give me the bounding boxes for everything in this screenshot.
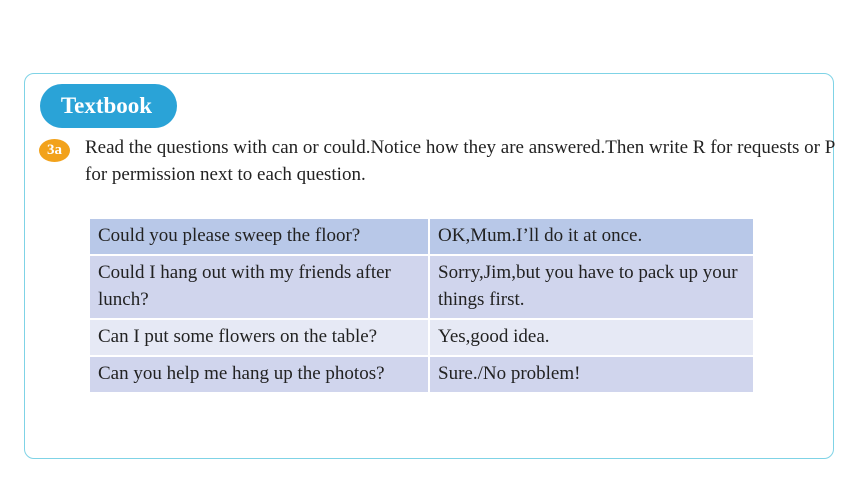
- table-row: [89, 255, 754, 319]
- exercise-badge: 3a: [39, 139, 70, 162]
- answer-cell: Sorry,Jim,but you have to pack up your things first.: [429, 255, 754, 319]
- section-tab[interactable]: Textbook: [40, 84, 177, 128]
- table-row: [89, 356, 754, 393]
- answer-cell: Sure./No problem!: [429, 356, 754, 393]
- answer-cell: OK,Mum.I’ll do it at once.: [429, 218, 754, 255]
- question-cell: Could you please sweep the floor?: [89, 218, 429, 255]
- table-row: [89, 319, 754, 356]
- question-cell: Can you help me hang up the photos?: [89, 356, 429, 393]
- question-cell: Could I hang out with my friends after lunch?: [89, 255, 429, 319]
- question-answer-table: [88, 217, 755, 394]
- instruction-text: Read the questions with can or could.Notice how they are answered.Then write R for requests or P for permission next to each question.: [85, 137, 835, 185]
- answer-cell: Yes,good idea.: [429, 319, 754, 356]
- question-cell: Can I put some flowers on the table?: [89, 319, 429, 356]
- table-row: [89, 218, 754, 255]
